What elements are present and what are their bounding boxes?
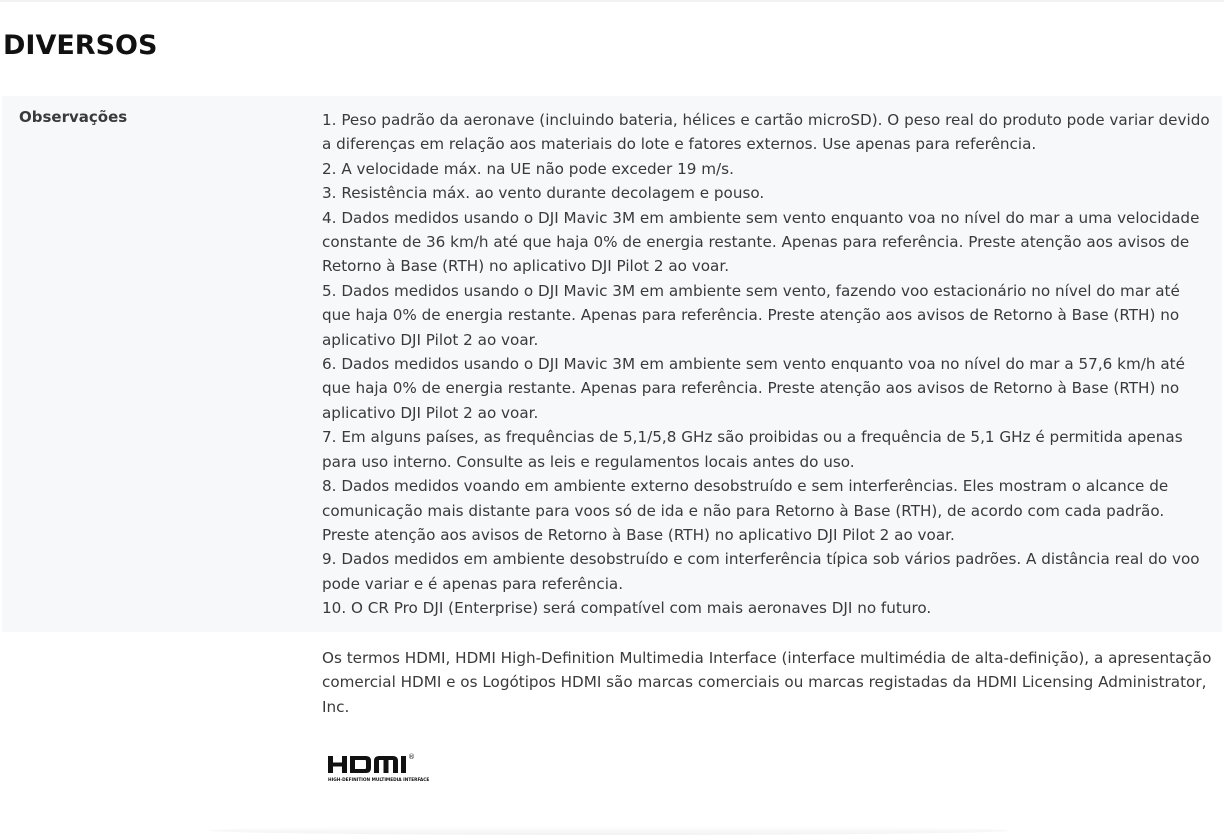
note-item: 3. Resistência máx. ao vento durante decolagem e pouso.	[322, 184, 765, 203]
hdmi-logo-m	[374, 756, 398, 773]
hdmi-logo-registered: ®	[408, 753, 415, 761]
note-item: 10. O CR Pro DJI (Enterprise) será compatível com mais aeronaves DJI no futuro.	[322, 599, 932, 618]
note-item: 1. Peso padrão da aeronave (incluindo bateria, hélices e cartão microSD). O peso real do produto pode variar devido a diferenças em relação aos materiais do lote e fatores externos. Use apenas para referência.	[322, 111, 1210, 154]
top-divider	[0, 0, 1224, 2]
note-item: 7. Em alguns países, as frequências de 5,1/5,8 GHz são proibidas ou a frequência de 5,1 GHz é permitida apenas para uso interno. Consulte as leis e regulamentos locais antes do uso.	[322, 428, 1183, 471]
note-item: 2. A velocidade máx. na UE não pode exceder 19 m/s.	[322, 159, 734, 178]
hdmi-logo-i	[401, 756, 406, 773]
note-item: 4. Dados medidos usando o DJI Mavic 3M em ambiente sem vento enquanto voa no nível do mar a uma velocidade constante de 36 km/h até que haja 0% de energia restante. Apenas para referência. Preste atenção aos avisos de Retorno à Base (RTH) no aplicativo DJI Pilot 2 ao voar.	[322, 208, 1200, 276]
spec-row-observacoes	[2, 96, 1222, 632]
spec-notes	[322, 108, 1212, 621]
hdmi-disclaimer: Os termos HDMI, HDMI High-Definition Multimedia Interface (interface multimédia de alta-definição), a apresentação comercial HDMI e os Logótipos HDMI são marcas comerciais ou marcas registadas da HDMI Licensing Administrator, Inc.	[322, 649, 1212, 716]
hdmi-logo-subtext: HIGH-DEFINITION MULTIMEDIA INTERFACE	[328, 778, 430, 783]
note-item: 9. Dados medidos em ambiente desobstruído e com interferência típica sob vários padrões. A distância real do voo pode variar e é apenas para referência.	[322, 550, 1200, 593]
spec-label: Observações	[19, 108, 128, 126]
note-item: 6. Dados medidos usando o DJI Mavic 3M em ambiente sem vento enquanto voa no nível do mar a 57,6 km/h até que haja 0% de energia restante. Apenas para referência. Preste atenção aos avisos de Retorno à Base (RTH) no aplicativo DJI Pilot 2 ao voar.	[322, 355, 1185, 422]
bottom-shadow	[210, 826, 1010, 835]
section-title: DIVERSOS	[3, 30, 158, 61]
note-item: 5. Dados medidos usando o DJI Mavic 3M em ambiente sem vento, fazendo voo estacionário no nível do mar até que haja 0% de energia restante. Apenas para referência. Preste atenção aos avisos de Retorno à Base (RTH) no aplicativo DJI Pilot 2 ao voar.	[322, 281, 1180, 349]
note-item: 8. Dados medidos voando em ambiente externo desobstruído e sem interferências. Eles mostram o alcance de comunicação mais distante para voos só de ida e não para Retorno à Base (RTH), de acordo com cada padrão. Preste atenção aos avisos de Retorno à Base (RTH) no aplicativo DJI Pilot 2 ao voar.	[322, 477, 1169, 544]
hdmi-logo-h-bar	[328, 763, 347, 767]
hdmi-logo-d	[350, 756, 371, 773]
hdmi-logo	[328, 750, 448, 784]
